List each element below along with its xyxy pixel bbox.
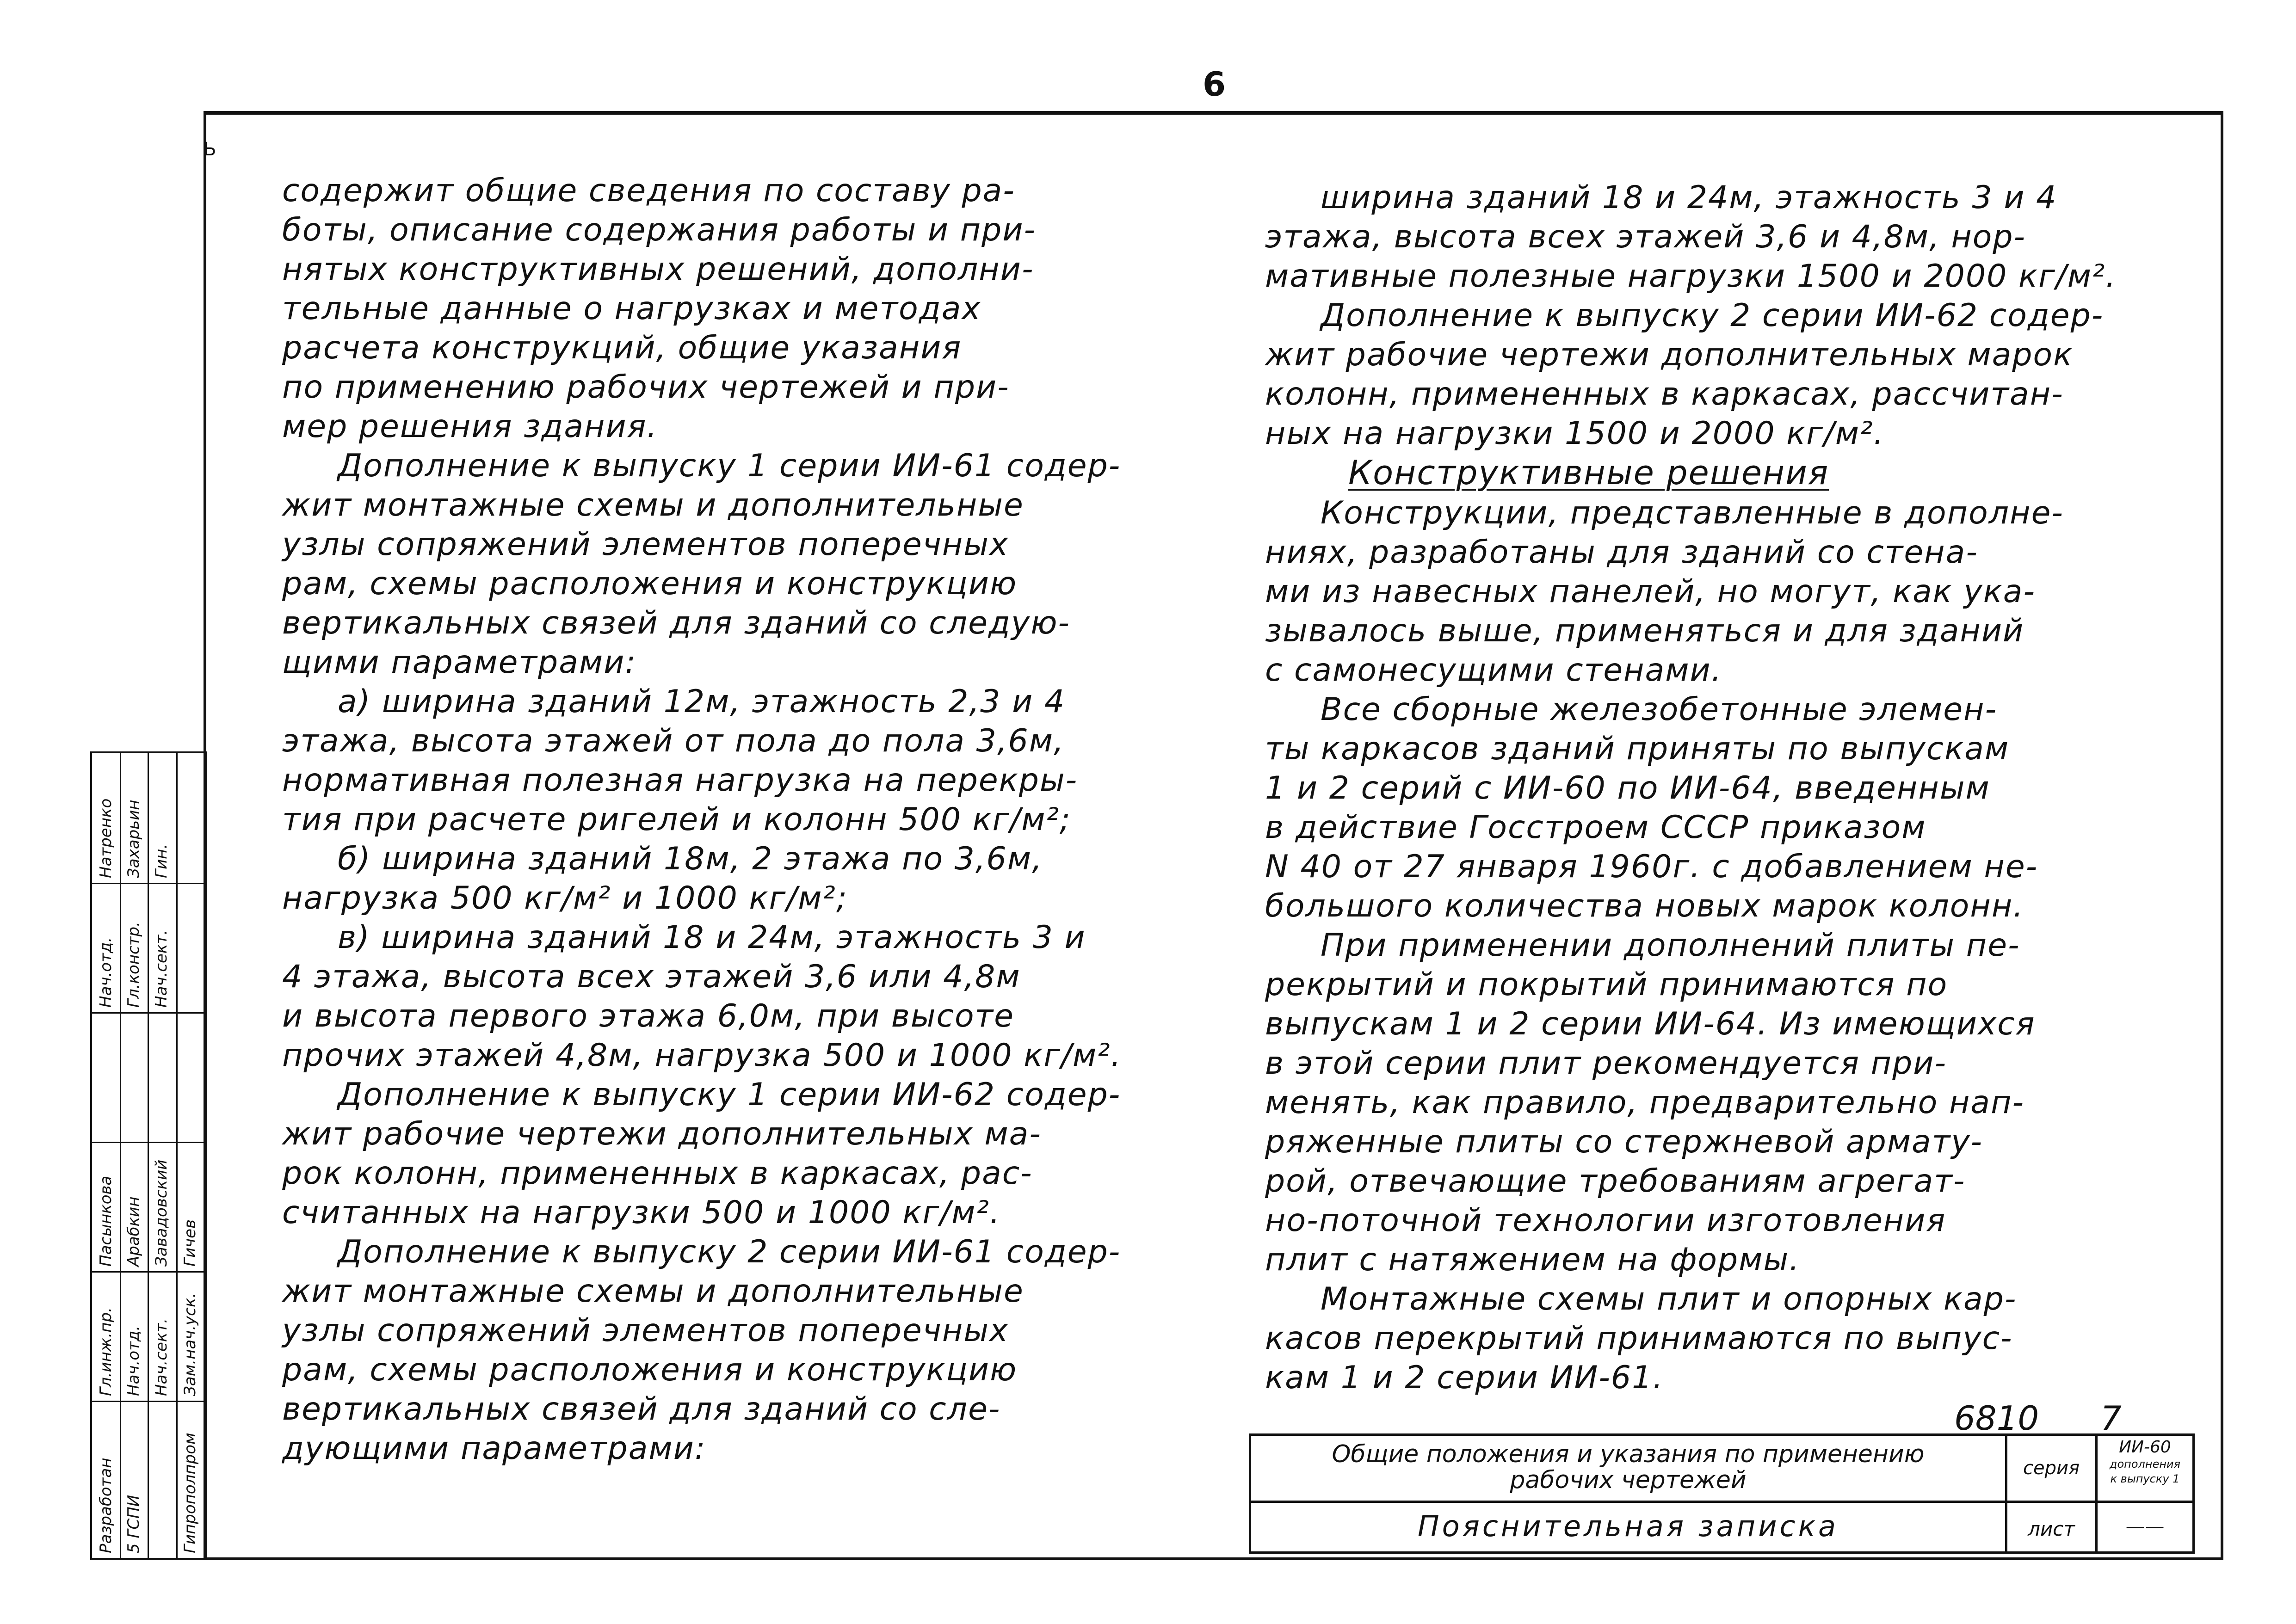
text-line: жит монтажные схемы и дополнительные — [282, 1273, 1024, 1310]
text-line: жит рабочие чертежи дополнительных ма- — [282, 1116, 1042, 1152]
text-line: N 40 от 27 января 1960г. с добавлением не- — [1265, 849, 2038, 885]
right-column — [1265, 178, 2144, 1397]
text-line: содержит общие сведения по составу ра- — [282, 172, 1015, 209]
text-line: рам, схемы расположения и конструкцию — [282, 566, 1018, 602]
text-line: 4 этажа, высота всех этажей 3,6 или 4,8м — [282, 959, 1021, 995]
section-heading: Конструктивные решения — [1348, 453, 1829, 492]
text-line: жит монтажные схемы и дополнительные — [282, 487, 1024, 523]
approval-stamp — [90, 751, 207, 1560]
stamp-role: Нач.отд. — [124, 1325, 143, 1396]
text-line: Все сборные железобетонные элемен- — [1321, 691, 1998, 728]
text-line: ниях, разработаны для зданий со стена- — [1265, 534, 1978, 571]
text-line: дующими параметрами: — [282, 1430, 706, 1467]
text-line: вертикальных связей для зданий со сле- — [282, 1391, 1001, 1427]
text-line: узлы сопряжений элементов поперечных — [282, 1312, 1009, 1349]
text-line: ширина зданий 18 и 24м, этажность 3 и 4 — [1321, 179, 2057, 216]
series-note: к выпуску 1 — [2110, 1472, 2180, 1485]
text-line: б) ширина зданий 18м, 2 этажа по 3,6м, — [338, 841, 1043, 877]
text-line: в этой серии плит рекомендуется при- — [1265, 1045, 1947, 1082]
text-line: нятых конструктивных решений, дополни- — [282, 251, 1034, 288]
stamp-divider — [92, 1012, 205, 1014]
text-line: Дополнение к выпуску 2 серии ИИ-62 содер- — [1321, 297, 2104, 334]
subtitle: Пояснительная записка — [1417, 1509, 1839, 1543]
text-line: ных на нагрузки 1500 и 2000 кг/м². — [1265, 415, 1885, 452]
text-line: нормативная полезная нагрузка на перекры- — [282, 762, 1078, 799]
text-line: жит рабочие чертежи дополнительных марок — [1265, 337, 2074, 373]
text-line: расчета конструкций, общие указания — [282, 330, 962, 366]
text-line: ты каркасов зданий приняты по выпускам — [1265, 731, 2010, 767]
text-line: боты, описание содержания работы и при- — [282, 212, 1037, 248]
text-line: Дополнение к выпуску 1 серии ИИ-62 содер- — [338, 1077, 1121, 1113]
stamp-name: Гин. — [152, 843, 171, 878]
text-line: тельные данные о нагрузках и методах — [282, 290, 981, 327]
text-line: большого количества новых марок колонн. — [1265, 888, 2024, 924]
text-line: ряженные плиты со стержневой армату- — [1265, 1124, 1983, 1160]
text-line: рой, отвечающие требованиям агрегат- — [1265, 1163, 1966, 1200]
text-line: выпускам 1 и 2 серии ИИ-64. Из имеющихся — [1265, 1006, 2036, 1042]
text-line: рекрытий и покрытий принимаются по — [1265, 966, 1948, 1003]
text-line: этажа, высота этажей от пола до пола 3,6м, — [282, 723, 1065, 759]
document-number — [1954, 1399, 2122, 1438]
text-line: с самонесущими стенами. — [1265, 652, 1722, 689]
stamp-org: Разработан — [97, 1458, 115, 1553]
stamp-role: Гл.констр. — [124, 922, 143, 1008]
text-line: вертикальных связей для зданий со следую- — [282, 605, 1070, 641]
stamp-name: Гичев — [181, 1219, 199, 1267]
series-value: ИИ-60 — [2119, 1438, 2171, 1457]
stamp-divider — [92, 1401, 205, 1402]
text-line: плит с натяжением на формы. — [1265, 1242, 1800, 1278]
title-line: Общие положения и указания по применению — [1332, 1440, 1925, 1468]
title-block — [1249, 1433, 2197, 1554]
text-line: по применению рабочих чертежей и при- — [282, 369, 1010, 406]
sheet-number: 7 — [2100, 1399, 2122, 1438]
stamp-role: Нач.сект. — [152, 1318, 171, 1396]
text-line: Дополнение к выпуску 1 серии ИИ-61 содер- — [338, 448, 1121, 484]
text-line: мативные полезные нагрузки 1500 и 2000 кг/м². — [1265, 258, 2117, 295]
stamp-divider — [120, 753, 121, 1558]
text-line: При применении дополнений плиты пе- — [1321, 927, 2020, 964]
text-line: зывалось выше, применяться и для зданий — [1265, 613, 2024, 649]
text-line: кам 1 и 2 серии ИИ-61. — [1265, 1359, 1664, 1396]
series-label: серия — [2023, 1458, 2080, 1479]
text-line: рок колонн, примененных в каркасах, рас- — [282, 1155, 1033, 1192]
text-line: узлы сопряжений элементов поперечных — [282, 526, 1009, 563]
stamp-divider — [148, 753, 149, 1558]
stamp-name: Захарьин — [124, 800, 143, 878]
stamp-name: Пасынкова — [97, 1175, 115, 1267]
stamp-divider — [92, 883, 205, 884]
stamp-name: Арабкин — [124, 1196, 143, 1267]
text-line: а) ширина зданий 12м, этажность 2,3 и 4 — [338, 683, 1066, 720]
text-line: Конструкции, представленные в дополне- — [1321, 495, 2064, 531]
sheet-value: —— — [2125, 1515, 2165, 1538]
text-line: рам, схемы расположения и конструкцию — [282, 1352, 1018, 1388]
text-line: и высота первого этажа 6,0м, при высоте — [282, 998, 1014, 1034]
text-line: 1 и 2 серий с ИИ-60 по ИИ-64, введенным — [1265, 770, 1990, 806]
doc-number: 6810 — [1954, 1399, 2039, 1438]
page-number: 6 — [1203, 65, 1226, 104]
left-column — [282, 171, 1207, 1468]
text-line: Дополнение к выпуску 2 серии ИИ-61 содер- — [338, 1234, 1121, 1270]
text-line: колонн, примененных в каркасах, рассчитан- — [1265, 376, 2064, 412]
text-line: прочих этажей 4,8м, нагрузка 500 и 1000 кг/м². — [282, 1037, 1122, 1074]
text-line: в) ширина зданий 18 и 24м, этажность 3 и — [338, 919, 1086, 956]
series-note: дополнения — [2109, 1458, 2181, 1470]
stamp-role: Нач.сект. — [152, 929, 171, 1008]
text-line: но-поточной технологии изготовления — [1265, 1202, 1946, 1239]
stamp-org: 5 ГСПИ — [124, 1495, 143, 1553]
stamp-name: Завадовский — [152, 1159, 171, 1267]
text-line: щими параметрами: — [282, 644, 637, 681]
stamp-divider — [92, 1271, 205, 1273]
text-line: в действие Госстроем СССР приказом — [1265, 809, 1926, 846]
stamp-role: Зам.нач.уск. — [181, 1292, 199, 1396]
text-line: мер решения здания. — [282, 408, 658, 445]
text-line: менять, как правило, предварительно нап- — [1265, 1084, 2025, 1121]
text-line: считанных на нагрузки 500 и 1000 кг/м². — [282, 1194, 1001, 1231]
text-line: тия при расчете ригелей и колонн 500 кг/м²; — [282, 801, 1071, 838]
stamp-divider — [92, 1142, 205, 1143]
stamp-name: Натренко — [97, 798, 115, 878]
text-line: касов перекрытий принимаются по выпус- — [1265, 1320, 2013, 1357]
text-line: нагрузка 500 кг/м² и 1000 кг/м²; — [282, 880, 848, 917]
stamp-org: Гипрополпром — [181, 1433, 199, 1553]
text-line: этажа, высота всех этажей 3,6 и 4,8м, нор- — [1265, 219, 2026, 255]
title-line: рабочих чертежей — [1510, 1466, 1747, 1494]
stamp-divider — [176, 753, 178, 1558]
text-line: ми из навесных панелей, но могут, как ука- — [1265, 573, 2036, 610]
corner-mark: Ь — [204, 139, 216, 160]
sheet-label: лист — [2028, 1518, 2075, 1540]
text-line: Монтажные схемы плит и опорных кар- — [1321, 1281, 2017, 1317]
stamp-role: Гл.инж.пр. — [97, 1307, 115, 1396]
stamp-role: Нач.отд. — [97, 937, 115, 1008]
